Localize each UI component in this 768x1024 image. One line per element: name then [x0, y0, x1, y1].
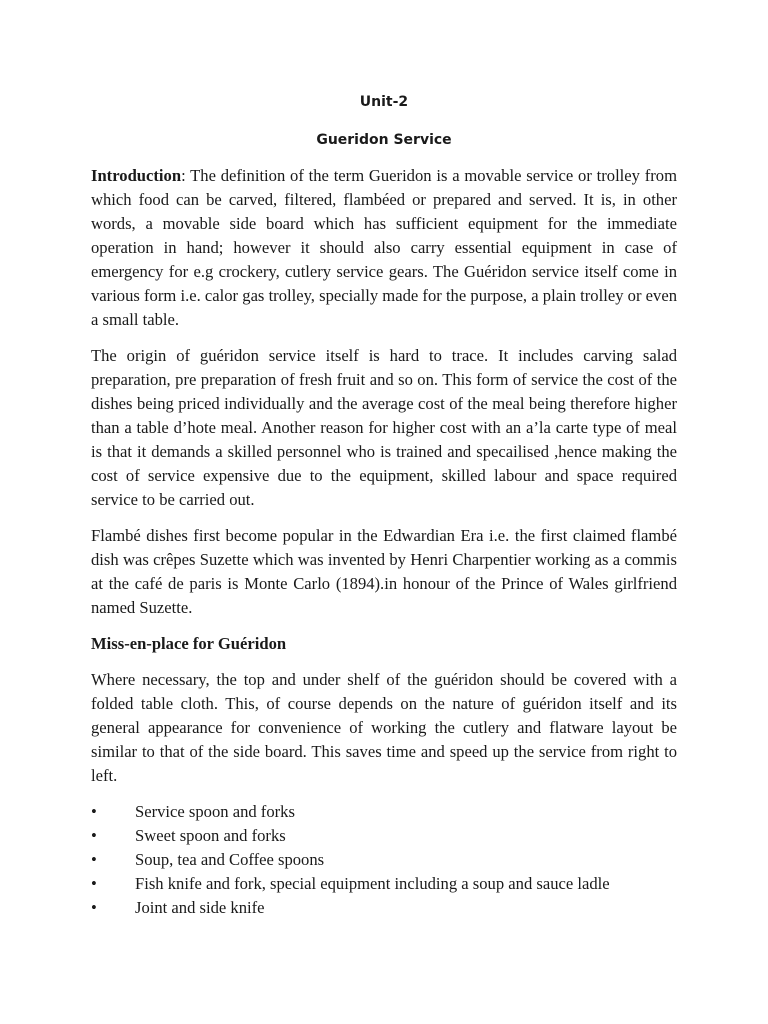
equipment-list — [91, 800, 677, 920]
page-title: Gueridon Service — [316, 132, 452, 148]
origin-paragraph: The origin of guéridon service itself is hard to trace. It includes carving salad preparation, pre preparation of fresh fruit and so on. This form of service the cost of the dishes being priced individually and the average cost of the meal being therefore higher than a table d’hote meal. Another reason for higher cost with an a’la carte type of meal is that it demands a skilled personnel who is trained and specailised ,hence making the cost of service expensive due to the equipment, skilled labour and space required service to be carried out. — [91, 346, 677, 509]
intro-text: : The definition of the term Gueridon is a movable service or trolley from which food can be carved, filtered, flambéed or prepared and served. It is, in other words, a movable side board which has sufficient equipment for the immediate operation in hand; however it should also carry essential equipment in case of emergency for e.g crockery, cutlery service gears. The Guéridon service itself come in various form i.e. calor gas trolley, specially made for the purpose, a plain trolley or even a small table. — [91, 166, 677, 329]
bullet-icon: • — [91, 826, 97, 845]
list-item-text: Fish knife and fork, special equipment including a soup and sauce ladle — [135, 874, 610, 893]
list-item — [91, 800, 677, 824]
list-item — [91, 824, 677, 848]
section-paragraph: Where necessary, the top and under shelf of the guéridon should be covered with a folded table cloth. This, of course depends on the nature of guéridon itself and its general appearance for convenience of working the cutlery and flatware layout be similar to that of the side board. This saves time and speed up the service from right to left. — [91, 670, 677, 785]
document-page — [91, 92, 677, 920]
list-item-text: Soup, tea and Coffee spoons — [135, 850, 325, 869]
bullet-icon: • — [91, 850, 97, 869]
flambe-paragraph: Flambé dishes first become popular in the Edwardian Era i.e. the first claimed flambé dish was crêpes Suzette which was invented by Henri Charpentier working as a commis at the café de paris is Monte Carlo (1894).in honour of the Prince of Wales girlfriend named Suzette. — [91, 526, 677, 617]
list-item-text: Sweet spoon and forks — [135, 826, 286, 845]
list-item — [91, 872, 677, 896]
list-item-text: Joint and side knife — [135, 898, 265, 917]
list-item — [91, 848, 677, 872]
section-heading: Miss-en-place for Guéridon — [91, 634, 287, 653]
unit-heading: Unit-2 — [359, 94, 409, 110]
bullet-icon: • — [91, 898, 97, 917]
bullet-icon: • — [91, 802, 97, 821]
list-item — [91, 896, 677, 920]
intro-paragraph — [91, 164, 677, 332]
intro-lead: Introduction — [91, 166, 182, 185]
bullet-icon: • — [91, 874, 97, 893]
list-item-text: Service spoon and forks — [135, 802, 295, 821]
